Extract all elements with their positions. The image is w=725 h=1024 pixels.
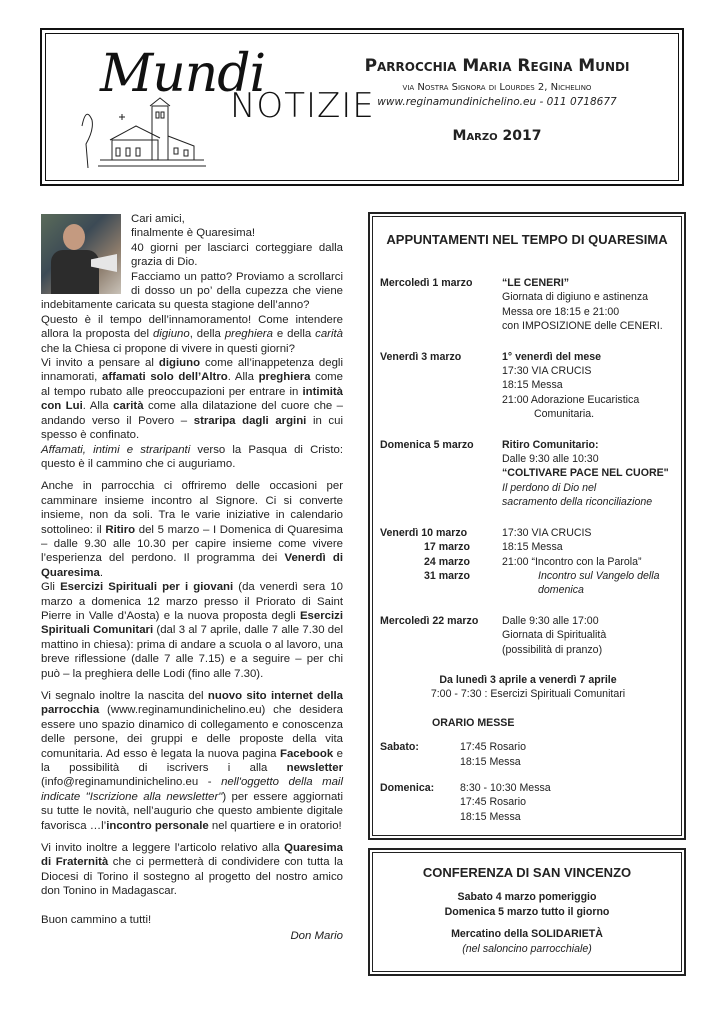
event-giornata-spiritualita: Mercoledì 22 marzo Dalle 9:30 alle 17:00 Giornata di Spiritualità (possibilità di pranzo) xyxy=(380,614,607,656)
vincenzo-line-1: Sabato 4 marzo pomeriggio xyxy=(457,891,597,904)
event-primo-venerdi: Venerdì 3 marzo 1° venerdì del mese 17:30 VIA CRUCIS 18:15 Messa 21:00 Adorazione Eucaristica Comunitaria. xyxy=(380,350,640,421)
pastor-letter xyxy=(41,212,343,944)
event-ritiro: Domenica 5 marzo Ritiro Comunitario: Dalle 9:30 alle 10:30 “COLTIVARE PACE NEL CUORE" Il perdono di Dio nel sacramento della riconciliazione xyxy=(380,438,669,509)
vincenzo-line-4: (nel saloncino parrocchiale) xyxy=(462,942,592,955)
san-vincenzo-box xyxy=(368,848,686,976)
letter-paragraph-website: Vi segnalo inoltre la nascita del nuovo sito internet della parrocchia (www.reginamundinichelino.eu) che desidera essere uno spazio dinamico di collegamento e conoscenza delle persone, dei gruppi e delle proposte della vita comunitaria. Ad esso è legata la nuova pagina Facebook e la possibilità di iscrivers i alla newsletter (info@reginamundinichelino.eu - nell'oggetto della mail indicate "Iscrizione alla newsletter") per essere aggiornati su tutte le novità, nell’augurio che questo ambiente digitale favorisca …l’incontro personale nel quartiere e in oratorio! xyxy=(41,690,344,832)
parish-website-phone: www.reginamundinichelino.eu - 011 0718677 xyxy=(377,96,617,108)
appointments-box xyxy=(368,212,686,840)
orario-messe-title: ORARIO MESSE xyxy=(432,716,515,729)
letter-signature: Don Mario xyxy=(290,930,343,943)
vincenzo-line-2: Domenica 5 marzo tutto il giorno xyxy=(444,905,610,918)
san-vincenzo-title: CONFERENZA DI SAN VINCENZO xyxy=(422,865,632,880)
issue-date: Marzo 2017 xyxy=(452,128,542,144)
schedule-saturday: Sabato: 17:45 Rosario 18:15 Messa xyxy=(380,741,526,768)
letter-paragraph-initiatives: Anche in parrocchia ci offriremo delle occasioni per camminare insieme incontro al Signore. Ci si converte insieme, non da soli. Tra le varie iniziative in calendario sottolineo: il Ritiro del 5 marzo – I Domenica di Quaresima – dalle 9.30 alle 10.30 per capire insieme come vivere l’esperienza del perdono. Il programma dei Venerdì di Quaresima. Gli Esercizi Spirituali per i giovani (da venerdì sera 10 marzo a domenica 12 marzo presso il Priorato di Saint Pierre in Valle d’Aosta) e la nuova proposta degli Esercizi Spirituali Comunitari (dal 3 al 7 aprile, dalle 7 alle 7.30 del mattino in chiesa): prima di andare a scuola o al lavoro, una breve riflessione (dalle 7 alle 7.15) e a seguire – per chi può – la preghiera delle Lodi (fino alle 7.30). xyxy=(41,480,344,680)
event-venerdi-quaresima: Venerdì 10 marzo 17 marzo 24 marzo 31 marzo 17:30 VIA CRUCIS 18:15 Messa 21:00 “Incontro con la Parola” Incontro sul Vangelo della domenica xyxy=(380,526,660,597)
event-ceneri: Mercoledì 1 marzo “LE CENERI” Giornata di digiuno e astinenza Messa ore 18:15 e 21:00 con IMPOSIZIONE delle CENERI. xyxy=(380,277,663,333)
esercizi-title: Da lunedì 3 aprile a venerdì 7 aprile xyxy=(439,673,617,686)
vincenzo-line-3: Mercatino della SOLIDARIETÀ xyxy=(451,928,603,941)
appointments-list xyxy=(380,276,676,836)
logo-notizie: NOTIZIE xyxy=(230,86,375,126)
schedule-sunday: Domenica: 8:30 - 10:30 Messa 17:45 Rosario 18:15 Messa xyxy=(380,781,551,823)
esercizi-line: 7:00 - 7:30 : Esercizi Spirituali Comunitari xyxy=(430,688,626,701)
appointments-title: APPUNTAMENTI NEL TEMPO DI QUARESIMA xyxy=(386,232,668,247)
parish-name: Parrocchia Maria Regina Mundi xyxy=(364,56,630,76)
pastor-photo xyxy=(41,214,121,294)
parish-address: via Nostra Signora di Lourdes 2, Nichelino xyxy=(402,82,592,93)
masthead xyxy=(40,28,684,186)
san-vincenzo-box-inner-border xyxy=(372,852,682,972)
logo-mundi: Mundi xyxy=(100,44,266,104)
letter-paragraph-fraternita: Vi invito inoltre a leggere l’articolo relativo alla Quaresima di Fraternità che ci permetterà di condividere con tutta la Diocesi di Torino il sostegno al progetto del nostro amico don Tonino in Madagascar. xyxy=(41,842,343,898)
letter-closing: Buon cammino a tutti! xyxy=(41,913,152,926)
church-drawing-icon xyxy=(70,96,210,176)
letter-paragraph-intro: Cari amici, finalmente è Quaresima! 40 giorni per lasciarci corteggiare dalla grazia di Dio. Facciamo un patto? Proviamo a scrollarci di dosso un po’ della cupezza che viene indebitamente caricata su questa stagione dell’anno? Questo è il tempo dell’innamoramento! Come intendere allora la proposta del digiuno, della preghiera e della carità che la Chiesa ci propone di vivere in questi giorni? Vi invito a pensare al digiuno come all’inappetenza degli innamorati, affamati solo dell’Altro. Alla preghiera come al tempo rubato alle preoccupazioni per entrare in intimità con Lui. Alla carità come alla dilatazione del cuore che – andando verso il Povero – straripa dagli argini in cui spesso è confinato. Affamati, intimi e straripanti verso la Pasqua di Cristo: questo è il cammino che ci auguriamo. xyxy=(41,213,344,470)
